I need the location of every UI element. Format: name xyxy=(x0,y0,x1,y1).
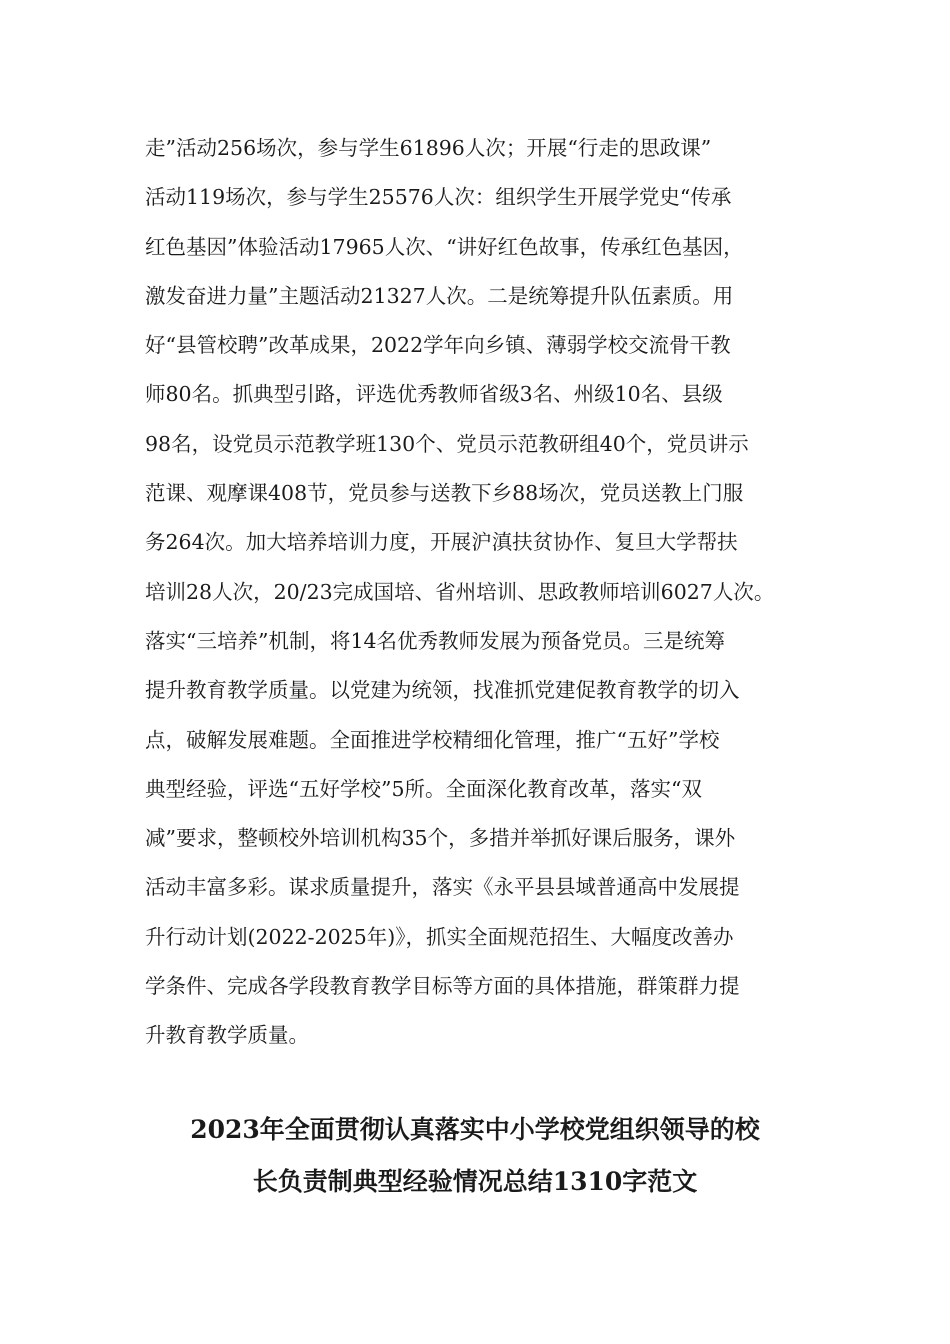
paragraph-line: 98名，设党员示范教学班130个、党员示范教研组40个，党员讲示 xyxy=(145,431,749,456)
section-heading xyxy=(120,1104,830,1208)
paragraph-line: 师80名。抓典型引路，评选优秀教师省级3名、州级10名、县级 xyxy=(145,382,723,407)
paragraph-line: 好“县管校聘”改革成果，2022学年向乡镇、薄弱学校交流骨干教 xyxy=(145,333,731,358)
paragraph-line: 范课、观摩课408节，党员参与送教下乡88场次，党员送教上门服 xyxy=(145,481,744,506)
paragraph-line: 升行动计划(2022-2025年)》，抓实全面规范招生、大幅度改善办 xyxy=(145,924,734,949)
paragraph-line: 点，破解发展难题。全面推进学校精细化管理，推广“五好”学校 xyxy=(145,727,720,752)
paragraph-line: 典型经验，评选“五好学校”5所。全面深化教育改革，落实“双 xyxy=(145,776,702,801)
paragraph-line: 活动丰富多彩。谋求质量提升，落实《永平县县域普通高中发展提 xyxy=(145,875,740,900)
paragraph-line: 培训28人次，20/23完成国培、省州培训、思政教师培训6027人次。 xyxy=(145,579,775,604)
heading-line: 2023年全面贯彻认真落实中小学校党组织领导的校 xyxy=(190,1115,760,1144)
paragraph-line: 务264次。加大培养培训力度，开展沪滇扶贫协作、复旦大学帮扶 xyxy=(145,530,738,555)
paragraph-line: 红色基因”体验活动17965人次、“讲好红色故事，传承红色基因， xyxy=(145,234,744,259)
paragraph-line: 走”活动256场次，参与学生61896人次；开展“行走的思政课” xyxy=(145,136,712,160)
paragraph-line: 落实“三培养”机制，将14名优秀教师发展为预备党员。三是统筹 xyxy=(145,628,726,653)
paragraph-line: 提升教育教学质量。以党建为统领，找准抓党建促教育教学的切入 xyxy=(145,678,740,703)
heading-line: 长负责制典型经验情况总结1310字范文 xyxy=(252,1167,698,1196)
paragraph-line: 活动119场次，参与学生25576人次：组织学生开展学党史“传承 xyxy=(145,185,732,210)
body-paragraph xyxy=(145,130,820,1067)
paragraph-line: 升教育教学质量。 xyxy=(145,1023,309,1048)
paragraph-line: 学条件、完成各学段教育教学目标等方面的具体措施，群策群力提 xyxy=(145,974,740,999)
paragraph-line: 激发奋进力量”主题活动21327人次。二是统筹提升队伍素质。用 xyxy=(145,283,734,308)
paragraph-line: 减”要求，整顿校外培训机构35个，多措并举抓好课后服务，课外 xyxy=(145,826,736,851)
